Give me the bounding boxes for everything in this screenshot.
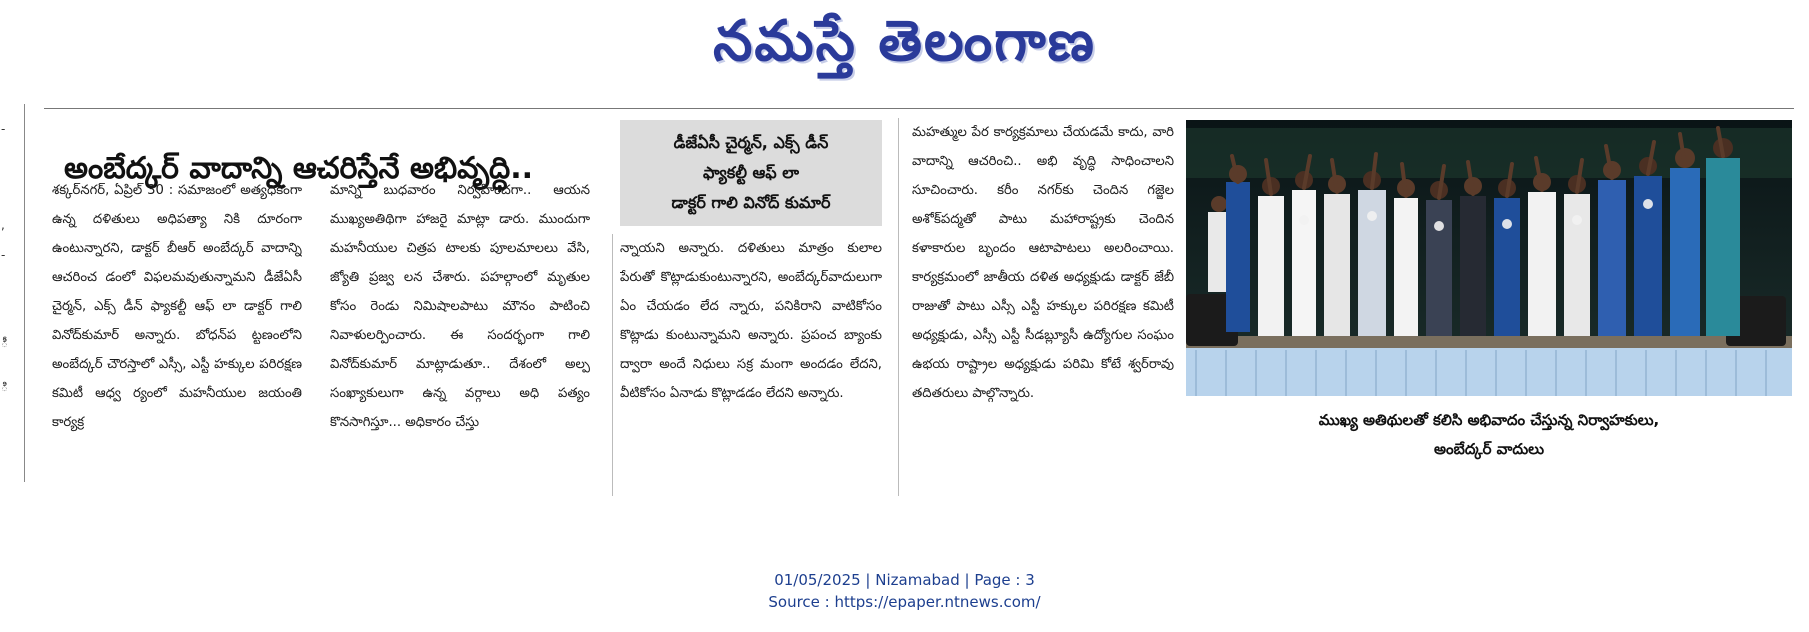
article-column-3: న్నాయని అన్నారు. దళితులు మాత్రం కులాల పేరుతో కొట్లాడుకుంటున్నారని, అంబేద్కర్‌వాదులుగా ఏం చేయడం లేద న్నారు, పనికిరాని వాటికోసం కొట్లాడు కుంటున్నామని అన్నారు. ప్రపంచ బ్యాంకు ద్వారా అందే నిధులు సక్ర మంగా అందడం లేదని, వీటికోసం ఏనాడు కొట్లాడడం లేదని అన్నారు. bbox=[620, 241, 882, 401]
margin-mark: - bbox=[1, 122, 6, 136]
subhead-line: ఫ్యాకల్టీ ఆఫ్ లా bbox=[703, 163, 799, 182]
margin-mark: ి bbox=[1, 380, 8, 394]
subhead-line: డీజేఏసీ చైర్మన్, ఎక్స్ డీన్ bbox=[673, 133, 829, 152]
margin-mark: , bbox=[1, 218, 5, 232]
left-margin-rule bbox=[24, 104, 25, 482]
caption-line: ముఖ్య అతిథులతో కలిసి అభివాదం చేస్తున్న నిర్వాహకులు, bbox=[1318, 411, 1660, 429]
caption-line: అంబేద్కర్ వాదులు bbox=[1433, 440, 1545, 458]
top-divider bbox=[44, 108, 1794, 109]
margin-mark: ీ bbox=[1, 336, 8, 350]
event-photo bbox=[1186, 120, 1792, 396]
article-column-1: శక్కర్‌నగర్, ఏప్రిల్ 30 : సమాజంలో అత్యధికంగా ఉన్న దళితులు అధిపత్యా నికి దూరంగా ఉంటున్నారని, డాక్టర్ బీఆర్ అంబేద్కర్ వాదాన్ని ఆచరించ డంలో విఫలమవుతున్నామని డీజేఏసీ చైర్మన్, ఎక్స్ డీన్ ఫ్యాకల్టీ ఆఫ్ లా డాక్టర్ గాలి వినోద్‌కుమార్ అన్నారు. బోధన్‌ప ట్టణంలోని అంబేద్కర్ చౌరస్తాలో ఎస్సీ, ఎస్టీ హక్కుల పరిరక్షణ కమిటీ ఆధ్వ ర్యంలో మహనీయుల జయంతి కార్యక్ర bbox=[52, 183, 302, 430]
photo-caption bbox=[1186, 406, 1792, 464]
footer-date-edition: 01/05/2025 | Nizamabad | Page : 3 bbox=[774, 571, 1035, 589]
subhead-box bbox=[620, 120, 882, 226]
subhead-line: డాక్టర్ గాలి వినోద్ కుమార్ bbox=[671, 193, 831, 212]
margin-mark: - bbox=[1, 248, 6, 262]
masthead-logo: నమస్తే తెలంగాణ bbox=[713, 9, 1096, 74]
column-divider bbox=[898, 118, 899, 496]
stage-photo-illustration bbox=[1186, 120, 1792, 396]
article-column-2: మాన్ని బుధవారం నిర్వహించగా.. ఆయన ముఖ్యఅతిథిగా హాజరై మాట్లా డారు. ముందుగా మహనీయుల చిత్రప టాలకు పూలమాలలు వేసి, జ్యోతి ప్రజ్వ లన చేశారు. పహల్గాంలో మృతుల కోసం రెండు నిమిషాలపాటు మౌనం పాటించి నివాళులర్పించారు. ఈ సందర్భంగా గాలి వినోద్‌కుమార్ మాట్లాడుతూ.. దేశంలో అల్ప సంఖ్యాకులుగా ఉన్న వర్గాలు అధి పత్యం కొనసాగిస్తూ... అధికారం చేస్తు bbox=[330, 183, 590, 430]
column-divider bbox=[612, 234, 613, 496]
article-column-4: మహత్ముల పేర కార్యక్రమాలు చేయడమే కాదు, వారి వాదాన్ని ఆచరించి.. అభి వృద్ధి సాధించాలని సూచించారు. కరీం నగర్‌కు చెందిన గజ్జెల అశోక్‌పద్మతో పాటు మహారాష్ట్రకు చెందిన కళాకారుల బృందం ఆటాపాటలు అలరించాయి. కార్యక్రమంలో జాతీయ దళిత అధ్యక్షుడు డాక్టర్ జేబీ రాజుతో పాటు ఎస్సీ ఎస్టీ హక్కుల పరిరక్షణ కమిటీ అధ్యక్షుడు, ఎస్సీ ఎస్టీ సీడబ్ల్యూసీ ఉద్యోగుల సంఘం ఉభయ రాష్ట్రాల అధ్యక్షుడు పరిమి కోటే శ్వర్‌రావు తదితరులు పాల్గొన్నారు. bbox=[912, 125, 1174, 401]
footer-source: Source : https://epaper.ntnews.com/ bbox=[768, 593, 1041, 611]
article-headline: అంబేద్కర్ వాదాన్ని ఆచరిస్తేనే అభివృద్ధి.. bbox=[64, 151, 534, 187]
